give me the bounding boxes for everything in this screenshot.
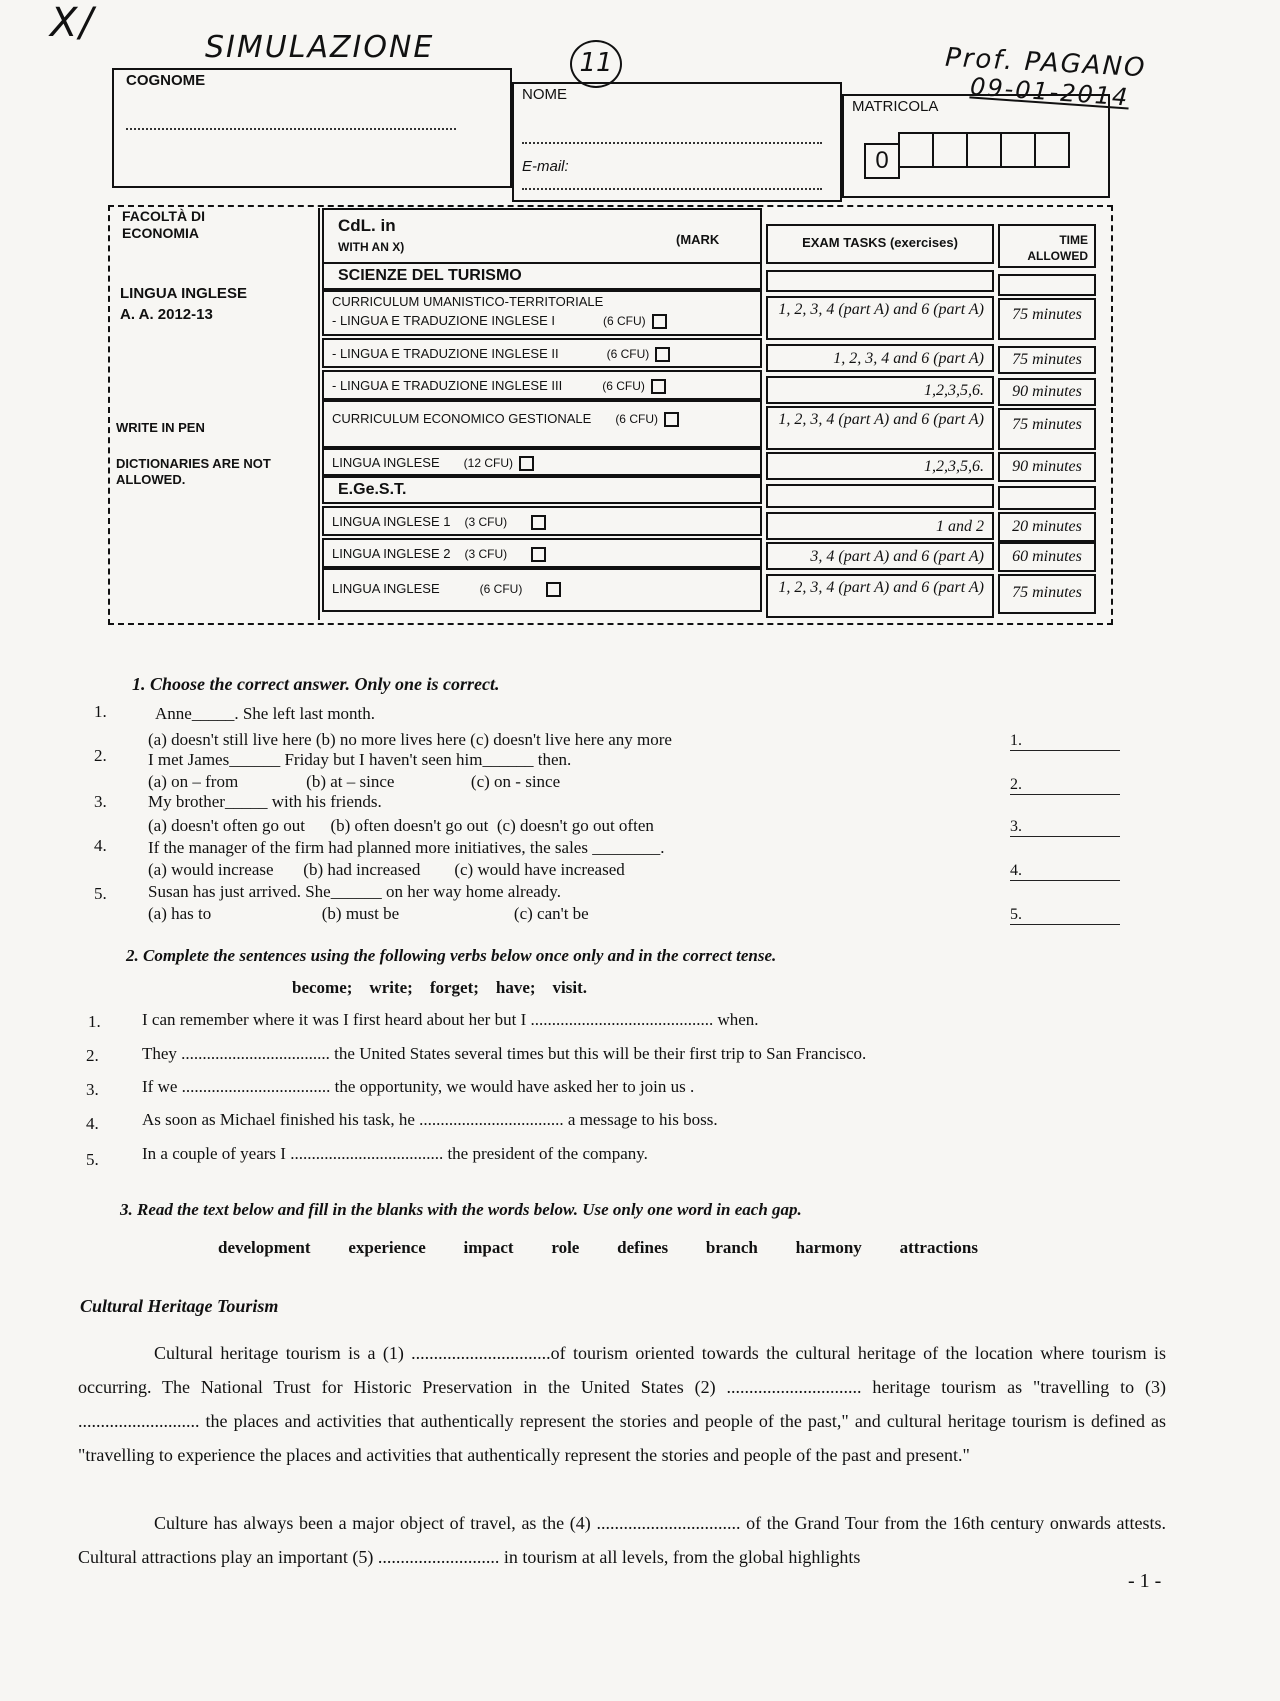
ex1-options: (a) on – from (b) at – since (c) on - since <box>148 772 561 791</box>
ex1-answer-line[interactable]: 4. <box>1010 862 1120 881</box>
word-bank-item: role <box>551 1238 580 1257</box>
cfu-label: (3 CFU) <box>464 515 508 529</box>
time-text: 60 minutes <box>1012 548 1082 565</box>
ex1-answer-line[interactable]: 3. <box>1010 818 1120 837</box>
programme-scienze <box>322 262 762 290</box>
course-row-3 <box>322 370 762 400</box>
course-row-1 <box>322 290 762 336</box>
email-field[interactable] <box>522 188 822 190</box>
time-row-3 <box>998 378 1096 406</box>
time-row-1 <box>998 298 1096 340</box>
matricola-cells[interactable] <box>864 132 1068 179</box>
cognome-field[interactable] <box>126 128 456 130</box>
ex1-options: (a) doesn't still live here (b) no more lives here (c) doesn't live here any more <box>148 730 672 749</box>
time-blank <box>998 274 1096 296</box>
course-name: - LINGUA E TRADUZIONE INGLESE III <box>332 378 563 393</box>
ex1-number: 4. <box>94 836 107 855</box>
course-row-2 <box>322 338 762 368</box>
cognome-label: COGNOME <box>126 72 206 89</box>
mark-checkbox[interactable] <box>531 547 546 562</box>
time-row-7 <box>998 542 1096 572</box>
nome-label: NOME <box>522 86 567 103</box>
email-label: E-mail: <box>522 158 569 175</box>
mark-checkbox[interactable] <box>655 347 670 362</box>
course-name: LINGUA INGLESE <box>332 455 440 470</box>
ex2-verbs: become; write; forget; have; visit. <box>292 978 588 997</box>
tasks-header-text: EXAM TASKS (exercises) <box>802 235 958 250</box>
cfu-label: (6 CFU) <box>602 379 645 393</box>
faculty-label: FACOLTÀ DI ECONOMIA <box>122 208 205 241</box>
ex1-number: 2. <box>94 746 107 765</box>
ex2-sentence[interactable]: As soon as Michael finished his task, he .................................. a message to his boss. <box>142 1110 718 1129</box>
time-header <box>998 224 1096 268</box>
time-text: 20 minutes <box>1012 518 1082 535</box>
exam-date: 09-01-2014 <box>969 72 1131 112</box>
course-name: LINGUA INGLESE <box>332 581 440 596</box>
matricola-digit[interactable] <box>932 132 968 168</box>
matricola-digit[interactable] <box>966 132 1002 168</box>
course-name: CURRICULUM ECONOMICO GESTIONALE <box>332 411 592 426</box>
tasks-blank-2 <box>766 484 994 508</box>
tasks-text: 3, 4 (part A) and 6 (part A) <box>810 548 984 565</box>
tasks-row-6 <box>766 512 994 540</box>
time-row-2 <box>998 346 1096 374</box>
ex2-sentence[interactable]: In a couple of years I .................................... the president of the company. <box>142 1144 648 1163</box>
word-bank-item: branch <box>705 1238 758 1257</box>
ex1-options: (a) has to (b) must be (c) can't be <box>148 904 589 923</box>
matricola-label: MATRICOLA <box>852 98 939 115</box>
cdl-header <box>322 208 762 264</box>
ex3-heading: 3. Read the text below and fill in the blanks with the words below. Use only one word in each gap. <box>120 1200 802 1219</box>
tasks-text: 1,2,3,5,6. <box>924 382 984 399</box>
mark-checkbox[interactable] <box>664 412 679 427</box>
ex2-sentence[interactable]: If we ................................... the opportunity, we would have asked her to join us . <box>142 1077 695 1096</box>
course-row-6 <box>322 506 762 536</box>
tasks-row-2 <box>766 344 994 372</box>
nome-box <box>512 82 842 202</box>
ex3-word-bank <box>218 1238 978 1258</box>
cfu-label: (12 CFU) <box>463 456 513 470</box>
simulation-title: SIMULAZIONE <box>205 30 435 65</box>
tasks-row-7 <box>766 542 994 570</box>
ex1-options: (a) doesn't often go out (b) often doesn't go out (c) doesn't go out often <box>148 816 654 835</box>
ex1-stem: If the manager of the firm had planned more initiatives, the sales ________. <box>148 838 665 857</box>
tasks-row-5 <box>766 452 994 480</box>
word-bank-item: impact <box>463 1238 514 1257</box>
simulation-number-text: 11 <box>579 48 613 78</box>
course-name: - LINGUA E TRADUZIONE INGLESE II <box>332 346 559 361</box>
ex1-answer-line[interactable]: 5. <box>1010 906 1120 925</box>
cfu-label: (6 CFU) <box>479 582 523 596</box>
ex2-sentence[interactable]: I can remember where it was I first heard about her but I ........................................... when. <box>142 1010 759 1029</box>
left-column-divider <box>318 208 320 620</box>
cdl-subtitle: WITH AN X) <box>338 240 405 254</box>
course-row-8 <box>322 568 762 612</box>
cfu-label: (6 CFU) <box>602 314 646 328</box>
matricola-digit[interactable] <box>898 132 934 168</box>
ex2-number: 2. <box>86 1046 99 1065</box>
ex1-number: 1. <box>94 702 107 721</box>
write-in-pen: WRITE IN PEN <box>116 420 205 435</box>
mark-header: (MARK <box>676 232 720 247</box>
tasks-text: 1,2,3,5,6. <box>924 458 984 475</box>
tasks-row-8 <box>766 574 994 618</box>
ex2-number: 4. <box>86 1114 99 1133</box>
language-label: LINGUA INGLESE <box>120 285 247 302</box>
tasks-row-3 <box>766 376 994 404</box>
ex1-stem: Susan has just arrived. She______ on her way home already. <box>148 882 561 901</box>
cognome-box <box>112 68 512 188</box>
course-row-5 <box>322 448 762 476</box>
tasks-text: 1 and 2 <box>936 518 984 535</box>
mark-checkbox[interactable] <box>519 456 534 471</box>
tasks-text: 1, 2, 3, 4 (part A) and 6 (part A) <box>778 411 984 428</box>
text-title: Cultural Heritage Tourism <box>80 1296 279 1316</box>
ex2-heading: 2. Complete the sentences using the following verbs below once only and in the correct tense. <box>126 946 777 965</box>
ex2-number: 5. <box>86 1150 99 1169</box>
time-blank-2 <box>998 486 1096 510</box>
curriculum-umanistico: CURRICULUM UMANISTICO-TERRITORIALE <box>332 294 604 309</box>
dictionaries-note: DICTIONARIES ARE NOT ALLOWED. <box>116 456 271 487</box>
programme-egest <box>322 476 762 504</box>
ex1-stem: I met James______ Friday but I haven't seen him______ then. <box>148 750 572 769</box>
tasks-text: 1, 2, 3, 4 (part A) and 6 (part A) <box>778 579 984 596</box>
time-row-4 <box>998 408 1096 450</box>
ex1-stem: Anne_____. She left last month. <box>155 704 376 723</box>
cfu-label: (6 CFU) <box>606 347 650 361</box>
professor-name: Prof. PAGANO <box>944 42 1148 84</box>
cfu-label: (6 CFU) <box>615 412 658 426</box>
tasks-blank <box>766 270 994 292</box>
matricola-digit[interactable]: 0 <box>864 143 900 179</box>
cfu-label: (3 CFU) <box>464 547 508 561</box>
time-row-8 <box>998 574 1096 614</box>
ex1-heading: 1. Choose the correct answer. Only one is correct. <box>132 674 500 694</box>
time-text: 75 minutes <box>1012 306 1082 323</box>
ex1-answer-line[interactable]: 2. <box>1010 776 1120 795</box>
page-number: - 1 - <box>1128 1570 1162 1592</box>
cloze-paragraph-2[interactable]: Culture has always been a major object of travel, as the (4) ................................ of the Grand Tour from the 16th century onwards attests. Cultural attractions play an important (5) ........................... in tourism at all levels, from the global highlights <box>78 1513 1166 1567</box>
word-bank-item: development <box>218 1238 311 1257</box>
matricola-digit[interactable] <box>1000 132 1036 168</box>
ex2-sentence[interactable]: They ................................... the United States several times but this will be their first trip to San Francisco. <box>142 1044 867 1063</box>
nome-field[interactable] <box>522 142 822 144</box>
tasks-row-1 <box>766 296 994 340</box>
corner-mark: X/ <box>50 0 95 46</box>
matricola-box <box>842 94 1110 198</box>
cdl-title: CdL. in <box>338 216 396 235</box>
course-row-4 <box>322 400 762 448</box>
mark-checkbox[interactable] <box>531 515 546 530</box>
programme-egest-text: E.Ge.S.T. <box>338 481 407 498</box>
tasks-row-4 <box>766 406 994 450</box>
time-row-6 <box>998 512 1096 542</box>
ex1-stem: My brother_____ with his friends. <box>148 792 382 811</box>
course-name: LINGUA INGLESE 2 <box>332 546 451 561</box>
tasks-text: 1, 2, 3, 4 (part A) and 6 (part A) <box>778 301 984 318</box>
tasks-header <box>766 224 994 264</box>
cloze-paragraph-1[interactable]: Cultural heritage tourism is a (1) ...............................of tourism oriented towards the cultural heritage of the location where tourism is occurring. The National Trust for Historic Preservation in the United States (2) .............................. heritage tourism as "travelling to (3) ........................... the places and activities that authentically represent the stories and people of the past," and cultural heritage tourism is defined as "travelling to experience the places and activities that authentically represent the stories and people of the past and present." <box>78 1343 1166 1465</box>
mark-checkbox[interactable] <box>546 582 561 597</box>
ex1-number: 5. <box>94 884 107 903</box>
course-name: LINGUA INGLESE 1 <box>332 514 451 529</box>
ex2-number: 1. <box>88 1012 101 1031</box>
mark-checkbox[interactable] <box>651 379 666 394</box>
time-text: 90 minutes <box>1012 383 1082 400</box>
word-bank-item: attractions <box>899 1238 978 1257</box>
programme-scienze-text: SCIENZE DEL TURISMO <box>338 267 522 284</box>
time-text: 75 minutes <box>1012 584 1082 601</box>
time-text: 75 minutes <box>1012 351 1082 368</box>
time-text: 90 minutes <box>1012 458 1082 475</box>
time-header-text: TIME ALLOWED <box>1027 233 1088 263</box>
time-row-5 <box>998 452 1096 482</box>
simulation-number <box>570 40 622 88</box>
course-name: - LINGUA E TRADUZIONE INGLESE I <box>332 313 555 328</box>
mark-checkbox[interactable] <box>652 314 667 329</box>
word-bank-item: defines <box>617 1238 669 1257</box>
word-bank-item: experience <box>348 1238 426 1257</box>
ex1-answer-line[interactable]: 1. <box>1010 732 1120 751</box>
tasks-text: 1, 2, 3, 4 and 6 (part A) <box>833 350 984 367</box>
matricola-digit[interactable] <box>1034 132 1070 168</box>
time-text: 75 minutes <box>1012 416 1082 433</box>
ex2-number: 3. <box>86 1080 99 1099</box>
ex1-options: (a) would increase (b) had increased (c) would have increased <box>148 860 625 879</box>
course-row-7 <box>322 538 762 568</box>
word-bank-item: harmony <box>795 1238 862 1257</box>
ex1-number: 3. <box>94 792 107 811</box>
year-label: A. A. 2012-13 <box>120 306 213 323</box>
